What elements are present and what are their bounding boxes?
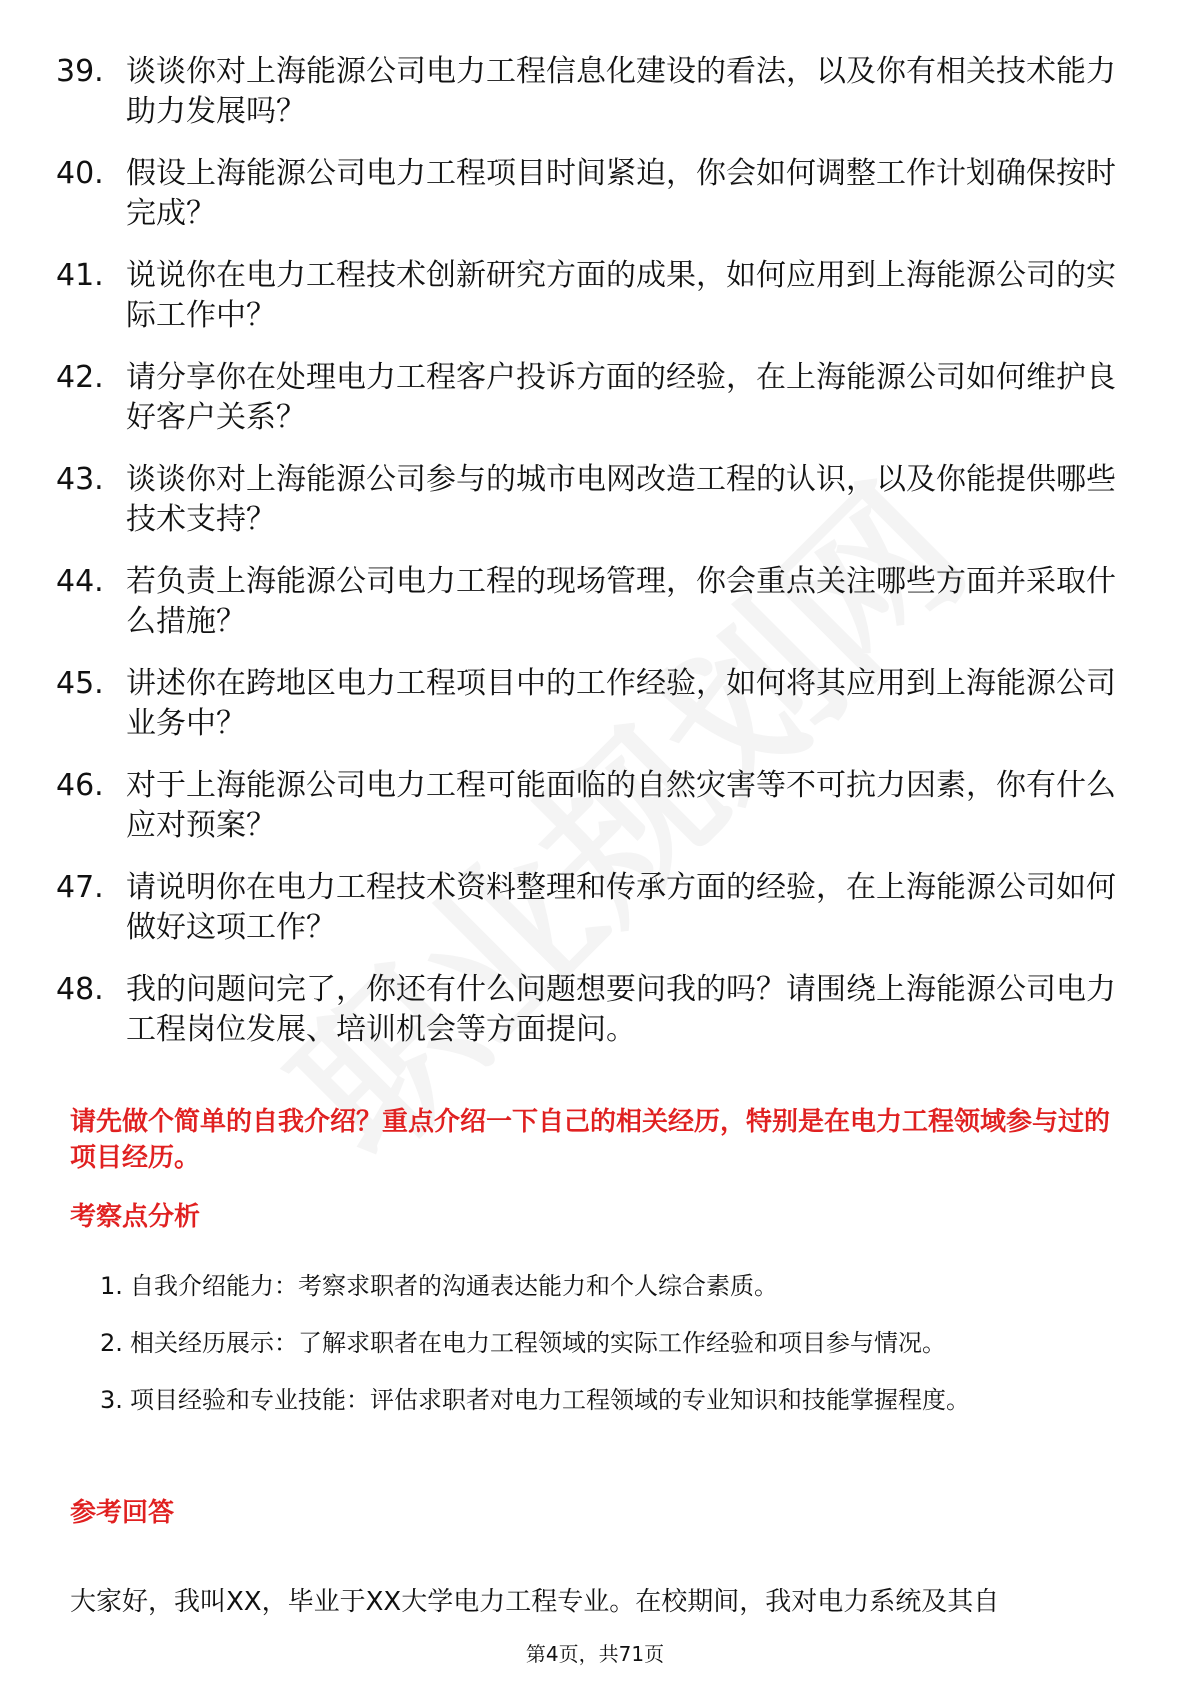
question-item bbox=[56, 358, 1116, 438]
question-item bbox=[56, 664, 1116, 744]
question-item bbox=[56, 460, 1116, 540]
answer-text: 大家好，我叫XX，毕业于XX大学电力工程专业。在校期间，我对电力系统及其自 bbox=[70, 1587, 1000, 1617]
question-number: 39. bbox=[56, 54, 104, 89]
analysis-list bbox=[100, 1258, 1100, 1429]
question-item bbox=[56, 52, 1116, 132]
question-text: 假设上海能源公司电力工程项目时间紧迫，你会如何调整工作计划确保按时完成？ bbox=[126, 156, 1116, 231]
question-number: 43. bbox=[56, 462, 104, 497]
question-text: 请说明你在电力工程技术资料整理和传承方面的经验，在上海能源公司如何做好这项工作？ bbox=[126, 870, 1116, 945]
question-item bbox=[56, 868, 1116, 948]
question-item bbox=[56, 154, 1116, 234]
question-number: 41. bbox=[56, 258, 104, 293]
analysis-number: 2. bbox=[100, 1329, 123, 1357]
question-number: 47. bbox=[56, 870, 104, 905]
question-number: 40. bbox=[56, 156, 104, 191]
question-number: 46. bbox=[56, 768, 104, 803]
question-number: 42. bbox=[56, 360, 104, 395]
analysis-heading: 考察点分析 bbox=[70, 1202, 201, 1232]
analysis-item bbox=[100, 1258, 1100, 1315]
question-text: 讲述你在跨地区电力工程项目中的工作经验，如何将其应用到上海能源公司业务中？ bbox=[126, 666, 1116, 741]
answer-heading: 参考回答 bbox=[70, 1498, 175, 1528]
question-item bbox=[56, 562, 1116, 642]
question-item bbox=[56, 256, 1116, 336]
question-number: 45. bbox=[56, 666, 104, 701]
question-list bbox=[56, 52, 1116, 1072]
analysis-number: 3. bbox=[100, 1386, 123, 1414]
question-number: 44. bbox=[56, 564, 104, 599]
page-footer: 第4页，共71页 bbox=[525, 1642, 665, 1666]
analysis-text: 相关经历展示：了解求职者在电力工程领域的实际工作经验和项目参与情况。 bbox=[130, 1329, 946, 1357]
question-text: 我的问题问完了，你还有什么问题想要问我的吗？请围绕上海能源公司电力工程岗位发展、培训机会等方面提问。 bbox=[126, 972, 1116, 1047]
question-item bbox=[56, 970, 1116, 1050]
question-text: 对于上海能源公司电力工程可能面临的自然灾害等不可抗力因素，你有什么应对预案？ bbox=[126, 768, 1116, 843]
question-text: 请分享你在处理电力工程客户投诉方面的经验，在上海能源公司如何维护良好客户关系？ bbox=[126, 360, 1116, 435]
analysis-number: 1. bbox=[100, 1272, 123, 1300]
question-text: 谈谈你对上海能源公司电力工程信息化建设的看法，以及你有相关技术能力助力发展吗？ bbox=[126, 54, 1116, 129]
question-item bbox=[56, 766, 1116, 846]
question-text: 谈谈你对上海能源公司参与的城市电网改造工程的认识，以及你能提供哪些技术支持？ bbox=[126, 462, 1116, 537]
question-number: 48. bbox=[56, 972, 104, 1007]
analysis-item bbox=[100, 1315, 1100, 1372]
analysis-item bbox=[100, 1372, 1100, 1429]
question-text: 说说你在电力工程技术创新研究方面的成果，如何应用到上海能源公司的实际工作中？ bbox=[126, 258, 1116, 333]
question-text: 若负责上海能源公司电力工程的现场管理，你会重点关注哪些方面并采取什么措施？ bbox=[126, 564, 1116, 639]
highlight-question: 请先做个简单的自我介绍？重点介绍一下自己的相关经历，特别是在电力工程领域参与过的项目经历。 bbox=[70, 1107, 1111, 1173]
analysis-text: 自我介绍能力：考察求职者的沟通表达能力和个人综合素质。 bbox=[130, 1272, 778, 1300]
analysis-text: 项目经验和专业技能：评估求职者对电力工程领域的专业知识和技能掌握程度。 bbox=[130, 1386, 970, 1414]
